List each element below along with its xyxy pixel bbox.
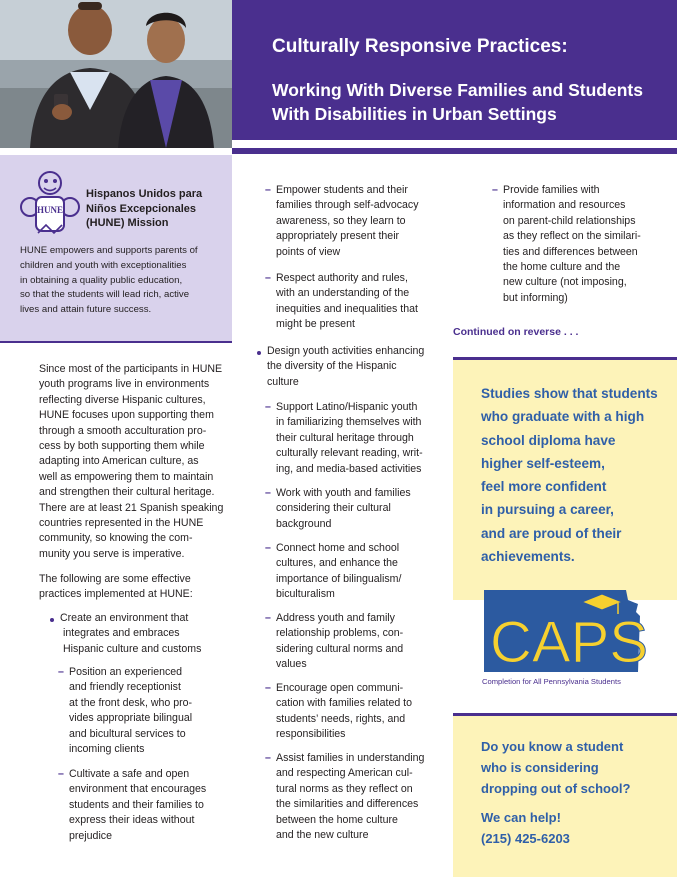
hune-logo: [18, 167, 82, 239]
dash-marker: –: [265, 682, 271, 694]
dash-marker: –: [265, 752, 271, 764]
caps-logo: [478, 582, 653, 677]
help-statement: We can help!: [481, 810, 561, 825]
bullet-dot: [50, 618, 54, 622]
bullet-item: Create an environment that integrates and embraces Hispanic culture and customs: [60, 612, 202, 655]
caps-tagline: Completion for All Pennsylvania Students: [482, 677, 621, 686]
sub-item: Empower students and their families through self-advocacy awareness, so they learn to appropriately present their points of view: [276, 184, 419, 258]
sub-item: Support Latino/Hispanic youth in familiarizing themselves with their cultural heritage through culturally relevant reading, writ- ing, and media-based activities: [276, 401, 423, 475]
mission-box: [0, 155, 232, 341]
sub-item: Cultivate a safe and open environment that encourages students and their families to express their ideas without prejudice: [69, 768, 207, 842]
phone-number[interactable]: (215) 425-6203: [481, 831, 570, 846]
svg-text:HUNE: HUNE: [36, 205, 64, 215]
two-people-photo: [0, 0, 232, 148]
header-photo: [0, 0, 232, 148]
dash-marker: –: [265, 542, 271, 554]
help-callout: [453, 716, 677, 877]
dash-marker: –: [265, 487, 271, 499]
sub-item: Connect home and school cultures, and enhance the importance of bilingualism/ biculturalism: [276, 542, 402, 601]
header-banner: [232, 0, 677, 140]
dash-marker: –: [265, 612, 271, 624]
mission-body: HUNE empowers and supports parents of children and youth with exceptionalities in obtaining a quality public education, so that the students will lead rich, active lives and attain future success.: [20, 245, 198, 316]
mission-rule: [0, 341, 232, 343]
dash-marker: –: [265, 184, 271, 196]
page-title: Culturally Responsive Practices:: [272, 36, 568, 57]
sub-item: Respect authority and rules, with an understanding of the inequities and inequalities that might be present: [276, 272, 418, 331]
studies-text: Studies show that students who graduate with a high school diploma have higher self-esteem, feel more confident in pursuing a career, and are proud of their achievements.: [481, 386, 658, 565]
page-subtitle-line1: Working With Diverse Families and Students: [272, 80, 643, 100]
studies-callout: [453, 360, 677, 600]
sub-item: Address youth and family relationship problems, con- sidering cultural norms and values: [276, 612, 404, 671]
sub-item: Position an experienced and friendly receptionist at the front desk, who pro- vides appropriate bilingual and bicultural services to incoming clients: [69, 666, 193, 756]
dash-marker: –: [492, 184, 498, 196]
sub-item: Encourage open communi- cation with families related to students’ needs, rights, and responsibilities: [276, 682, 413, 741]
sub-item: Provide families with information and resources on parent-child relationships as they reflect on the similari- ties and differences between the home culture and the new culture (not imposing, but informing): [503, 184, 641, 304]
bullet-dot: [257, 351, 261, 355]
dash-marker: –: [58, 768, 64, 780]
header-rule: [232, 148, 677, 154]
page-subtitle-line2: With Disabilities in Urban Settings: [272, 104, 557, 124]
help-question: Do you know a student who is considering dropping out of school?: [481, 739, 631, 796]
dash-marker: –: [265, 401, 271, 413]
continued-note: Continued on reverse . . .: [453, 326, 579, 338]
bullet-item: Design youth activities enhancing the diversity of the Hispanic culture: [267, 345, 425, 388]
svg-text:CAPS: CAPS: [490, 610, 648, 675]
sub-item: Assist families in understanding and respecting American cul- tural norms as they reflect on the similarities and differences between the home culture and the new culture: [276, 752, 425, 842]
mission-title: Hispanos Unidos para Niños Excepcionales (HUNE) Mission: [86, 188, 203, 229]
following-paragraph: The following are some effective practices implemented at HUNE:: [39, 573, 193, 601]
dash-marker: –: [58, 666, 64, 678]
intro-paragraph: Since most of the participants in HUNE youth programs live in environments reflecting diverse Hispanic cultures, HUNE focuses upon supporting them through a smooth acculturation pro- cess by both supporting them while adapting into American culture, as well as empowering them to maintain and strengthen their cultural heritage. There are at least 21 Spanish speaking countries represented in the HUNE community, so knowing the com- munity you serve is imperative.: [39, 363, 224, 560]
sub-item: Work with youth and families considering their cultural background: [276, 487, 411, 530]
dash-marker: –: [265, 272, 271, 284]
